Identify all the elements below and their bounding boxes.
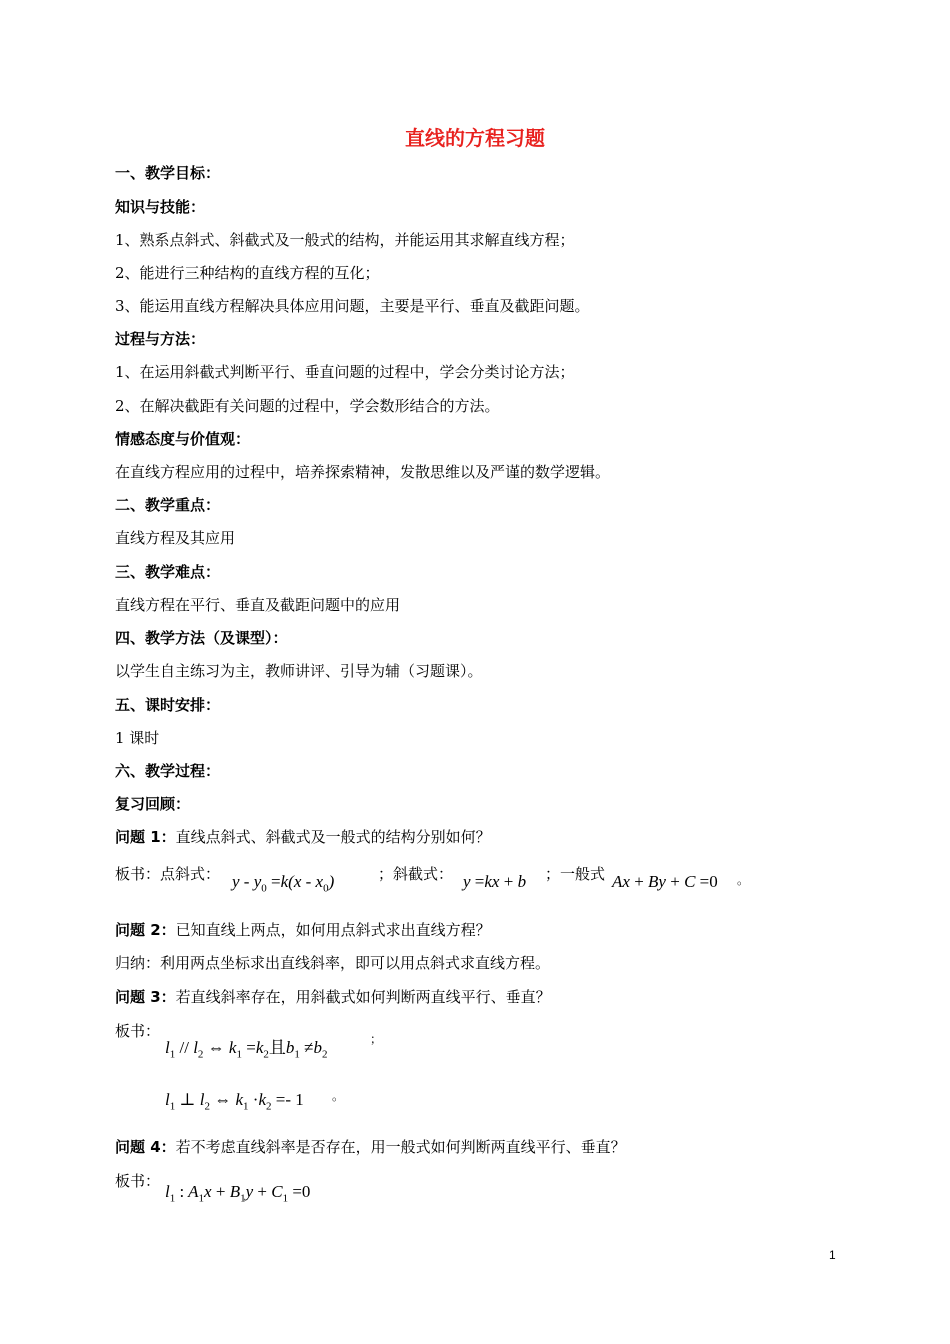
board-3-label: 板书：: [115, 1022, 161, 1040]
board-1-end: 。: [737, 873, 750, 887]
process-steps-heading: 六、教学过程：: [115, 762, 221, 780]
slope-intercept-equation: y =kx + b: [463, 872, 527, 891]
parallel-condition: $l_1 // l_2$ ⇔ $k_1 =k_2$且$b_1 \ne b_2$: [165, 1038, 328, 1061]
question-4: [115, 1137, 626, 1157]
knowledge-heading: 知识与技能：: [115, 198, 206, 216]
board-1-prefix: 板书：点斜式：: [115, 865, 221, 883]
process-item-2: 2、在解决截距有关问题的过程中，学会数形结合的方法。: [115, 397, 500, 415]
process-item-1: 1、在运用斜截式判断平行、垂直问题的过程中，学会分类讨论方法；: [115, 363, 575, 381]
knowledge-item-2: 2、能进行三种结构的直线方程的互化；: [115, 264, 380, 282]
knowledge-item-3: 3、能运用直线方程解决具体应用问题，主要是平行、垂直及截距问题。: [115, 297, 590, 315]
question-3-text: 若直线斜率存在，用斜截式如何判断两直线平行、垂直？: [175, 988, 551, 1006]
and-word: 且: [268, 1038, 286, 1057]
perpendicular-condition-end: 。: [332, 1089, 345, 1103]
methods-heading: 四、教学方法（及课型）：: [115, 629, 288, 647]
point-slope-equation: $y - y_0 =k(x - x_0)$: [232, 872, 335, 895]
general-equation: Ax + By + C =0: [612, 872, 718, 891]
emotion-heading: 情感态度与价值观：: [115, 430, 251, 448]
question-2: [115, 920, 491, 940]
page-number: 1: [829, 1248, 836, 1262]
summary-text: 归纳：利用两点坐标求出直线斜率，即可以用点斜式求直线方程。: [115, 954, 551, 972]
methods-text: 以学生自主练习为主，教师讲评、引导为辅（习题课）。: [115, 662, 483, 680]
question-3: [115, 987, 551, 1007]
question-2-text: 已知直线上两点，如何用点斜式求出直线方程？: [175, 921, 491, 939]
perpendicular-condition: $l_1$ ⊥ $l_2$ ⇔ $k_1 \cdot k_2 =- 1$: [165, 1090, 304, 1113]
key-points-heading: 二、教学重点：: [115, 496, 221, 514]
question-1-text: 直线点斜式、斜截式及一般式的结构分别如何？: [175, 828, 491, 846]
difficulties-heading: 三、教学难点：: [115, 563, 221, 581]
question-4-text: 若不考虑直线斜率是否存在，用一般式如何判断两直线平行、垂直？: [175, 1138, 626, 1156]
review-heading: 复习回顾：: [115, 795, 191, 813]
question-3-label: 问题 3：: [115, 988, 176, 1006]
question-2-label: 问题 2：: [115, 921, 176, 939]
line-1-general-equation: $l_1$ : $A_1x + B_1y + C_1 =0$: [165, 1182, 311, 1205]
board-1-sep-2: ；一般式: [545, 865, 606, 883]
board-4-label: 板书：: [115, 1172, 161, 1190]
parallel-condition-end: ；: [370, 1032, 383, 1046]
question-1: [115, 827, 491, 847]
difficulties-text: 直线方程在平行、垂直及截距问题中的应用: [115, 596, 401, 614]
section-objectives-heading: 一、教学目标：: [115, 164, 221, 182]
schedule-text: 1 课时: [115, 729, 160, 747]
emotion-text: 在直线方程应用的过程中，培养探索精神，发散思维以及严谨的数学逻辑。: [115, 463, 611, 481]
schedule-heading: 五、课时安排：: [115, 696, 221, 714]
knowledge-item-1: 1、熟系点斜式、斜截式及一般式的结构，并能运用其求解直线方程；: [115, 231, 575, 249]
process-heading: 过程与方法：: [115, 330, 206, 348]
question-1-label: 问题 1：: [115, 828, 176, 846]
board-1-sep-1: ；斜截式：: [378, 865, 454, 883]
key-points-text: 直线方程及其应用: [115, 529, 236, 547]
question-4-label: 问题 4：: [115, 1138, 176, 1156]
document-title: 直线的方程习题: [405, 126, 545, 150]
